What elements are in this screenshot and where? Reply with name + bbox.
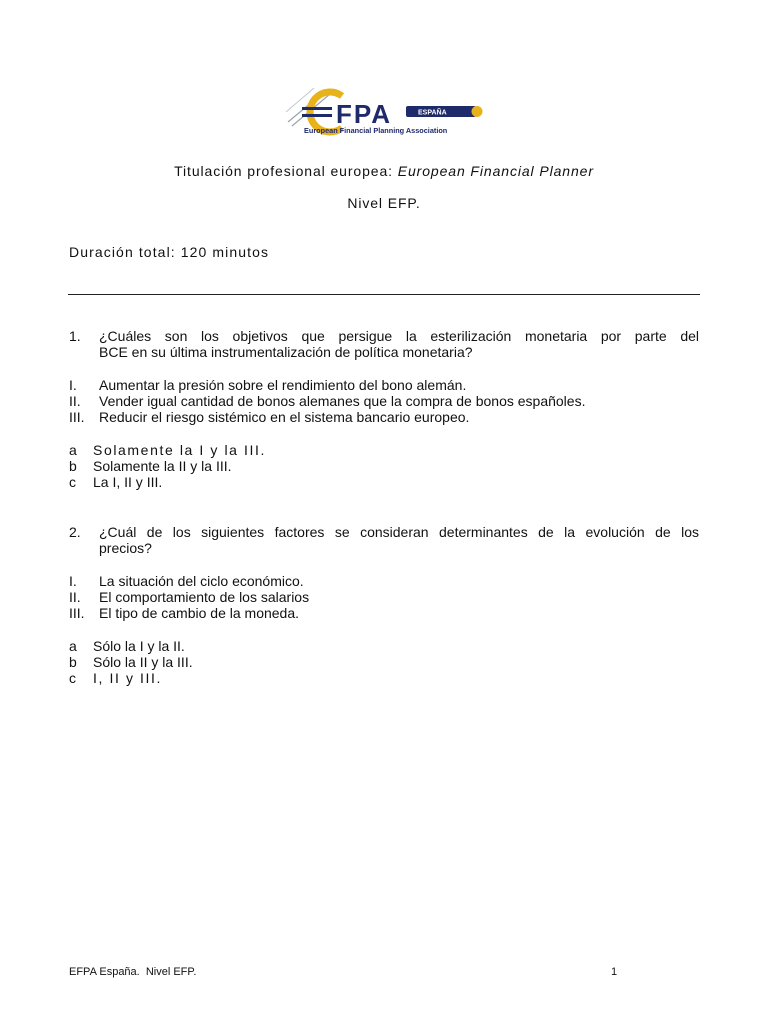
question-2: [69, 524, 699, 686]
header-divider: [68, 294, 700, 295]
option-text: La I, II y III.: [93, 474, 163, 490]
answer-option: [69, 654, 699, 670]
statement-text: El tipo de cambio de la moneda.: [99, 605, 300, 621]
statement-text: Vender igual cantidad de bonos alemanes que la compra de bonos españoles.: [99, 393, 586, 409]
statement-label: III.: [69, 605, 85, 621]
option-label: b: [69, 654, 77, 670]
statement-item: [69, 573, 699, 589]
statement-item: [69, 589, 699, 605]
statement-list: [69, 377, 699, 425]
option-label: c: [69, 670, 76, 686]
logo-dot-icon: [472, 106, 483, 117]
answer-option: [69, 442, 699, 458]
option-text: Sólo la I y la II.: [93, 638, 185, 654]
page-number: 1: [611, 966, 618, 978]
answer-option: [69, 638, 699, 654]
exam-duration: Duración total: 120 minutos: [69, 244, 270, 260]
statement-item: [69, 409, 699, 425]
option-text: I, II y III.: [93, 670, 162, 686]
statement-list: [69, 573, 699, 621]
efpa-logo-graphic: [284, 82, 484, 138]
answer-option: [69, 474, 699, 490]
option-list: [69, 638, 699, 686]
answer-option: [69, 458, 699, 474]
option-text: Solamente la II y la III.: [93, 458, 232, 474]
statement-item: [69, 393, 699, 409]
qualification-title-italic: European Financial Planner: [397, 163, 594, 179]
statement-label: III.: [69, 409, 85, 425]
statement-item: [69, 377, 699, 393]
statement-label: I.: [69, 377, 77, 393]
question-number: 2.: [69, 524, 81, 540]
statement-text: Reducir el riesgo sistémico en el sistema bancario europeo.: [99, 409, 470, 425]
question-text-line2: BCE en su última instrumentalización de política monetaria?: [99, 344, 473, 360]
option-text: Sólo la II y la III.: [93, 654, 193, 670]
question-text-line1: ¿Cuál de los siguientes factores se consideran determinantes de la evolución de los: [99, 524, 699, 540]
answer-option: [69, 670, 699, 686]
question-text-line2: precios?: [99, 540, 152, 556]
option-label: c: [69, 474, 76, 490]
option-list: [69, 442, 699, 490]
logo-letters: FPA: [336, 99, 393, 129]
footer-text: EFPA España. Nivel EFP.: [69, 966, 197, 978]
statement-text: Aumentar la presión sobre el rendimiento del bono alemán.: [99, 377, 467, 393]
question-number: 1.: [69, 328, 81, 344]
qualification-title: [0, 163, 768, 179]
statement-text: El comportamiento de los salarios: [99, 589, 310, 605]
question-text-line1: ¿Cuáles son los objetivos que persigue la esterilización monetaria por parte del: [99, 328, 699, 344]
option-label: b: [69, 458, 77, 474]
option-text: Solamente la I y la III.: [93, 442, 267, 458]
logo-tagline: European Financial Planning Association: [304, 126, 448, 135]
efpa-logo: [284, 82, 484, 138]
statement-text: La situación del ciclo económico.: [99, 573, 304, 589]
statement-label: II.: [69, 393, 81, 409]
qualification-title-prefix: Titulación profesional europea:: [174, 163, 398, 179]
option-label: a: [69, 638, 77, 654]
statement-label: I.: [69, 573, 77, 589]
statement-label: II.: [69, 589, 81, 605]
exam-level: Nivel EFP.: [347, 195, 421, 211]
question-1: [69, 328, 699, 490]
option-label: a: [69, 442, 77, 458]
logo-badge-text: ESPAÑA: [418, 109, 447, 117]
statement-item: [69, 605, 699, 621]
